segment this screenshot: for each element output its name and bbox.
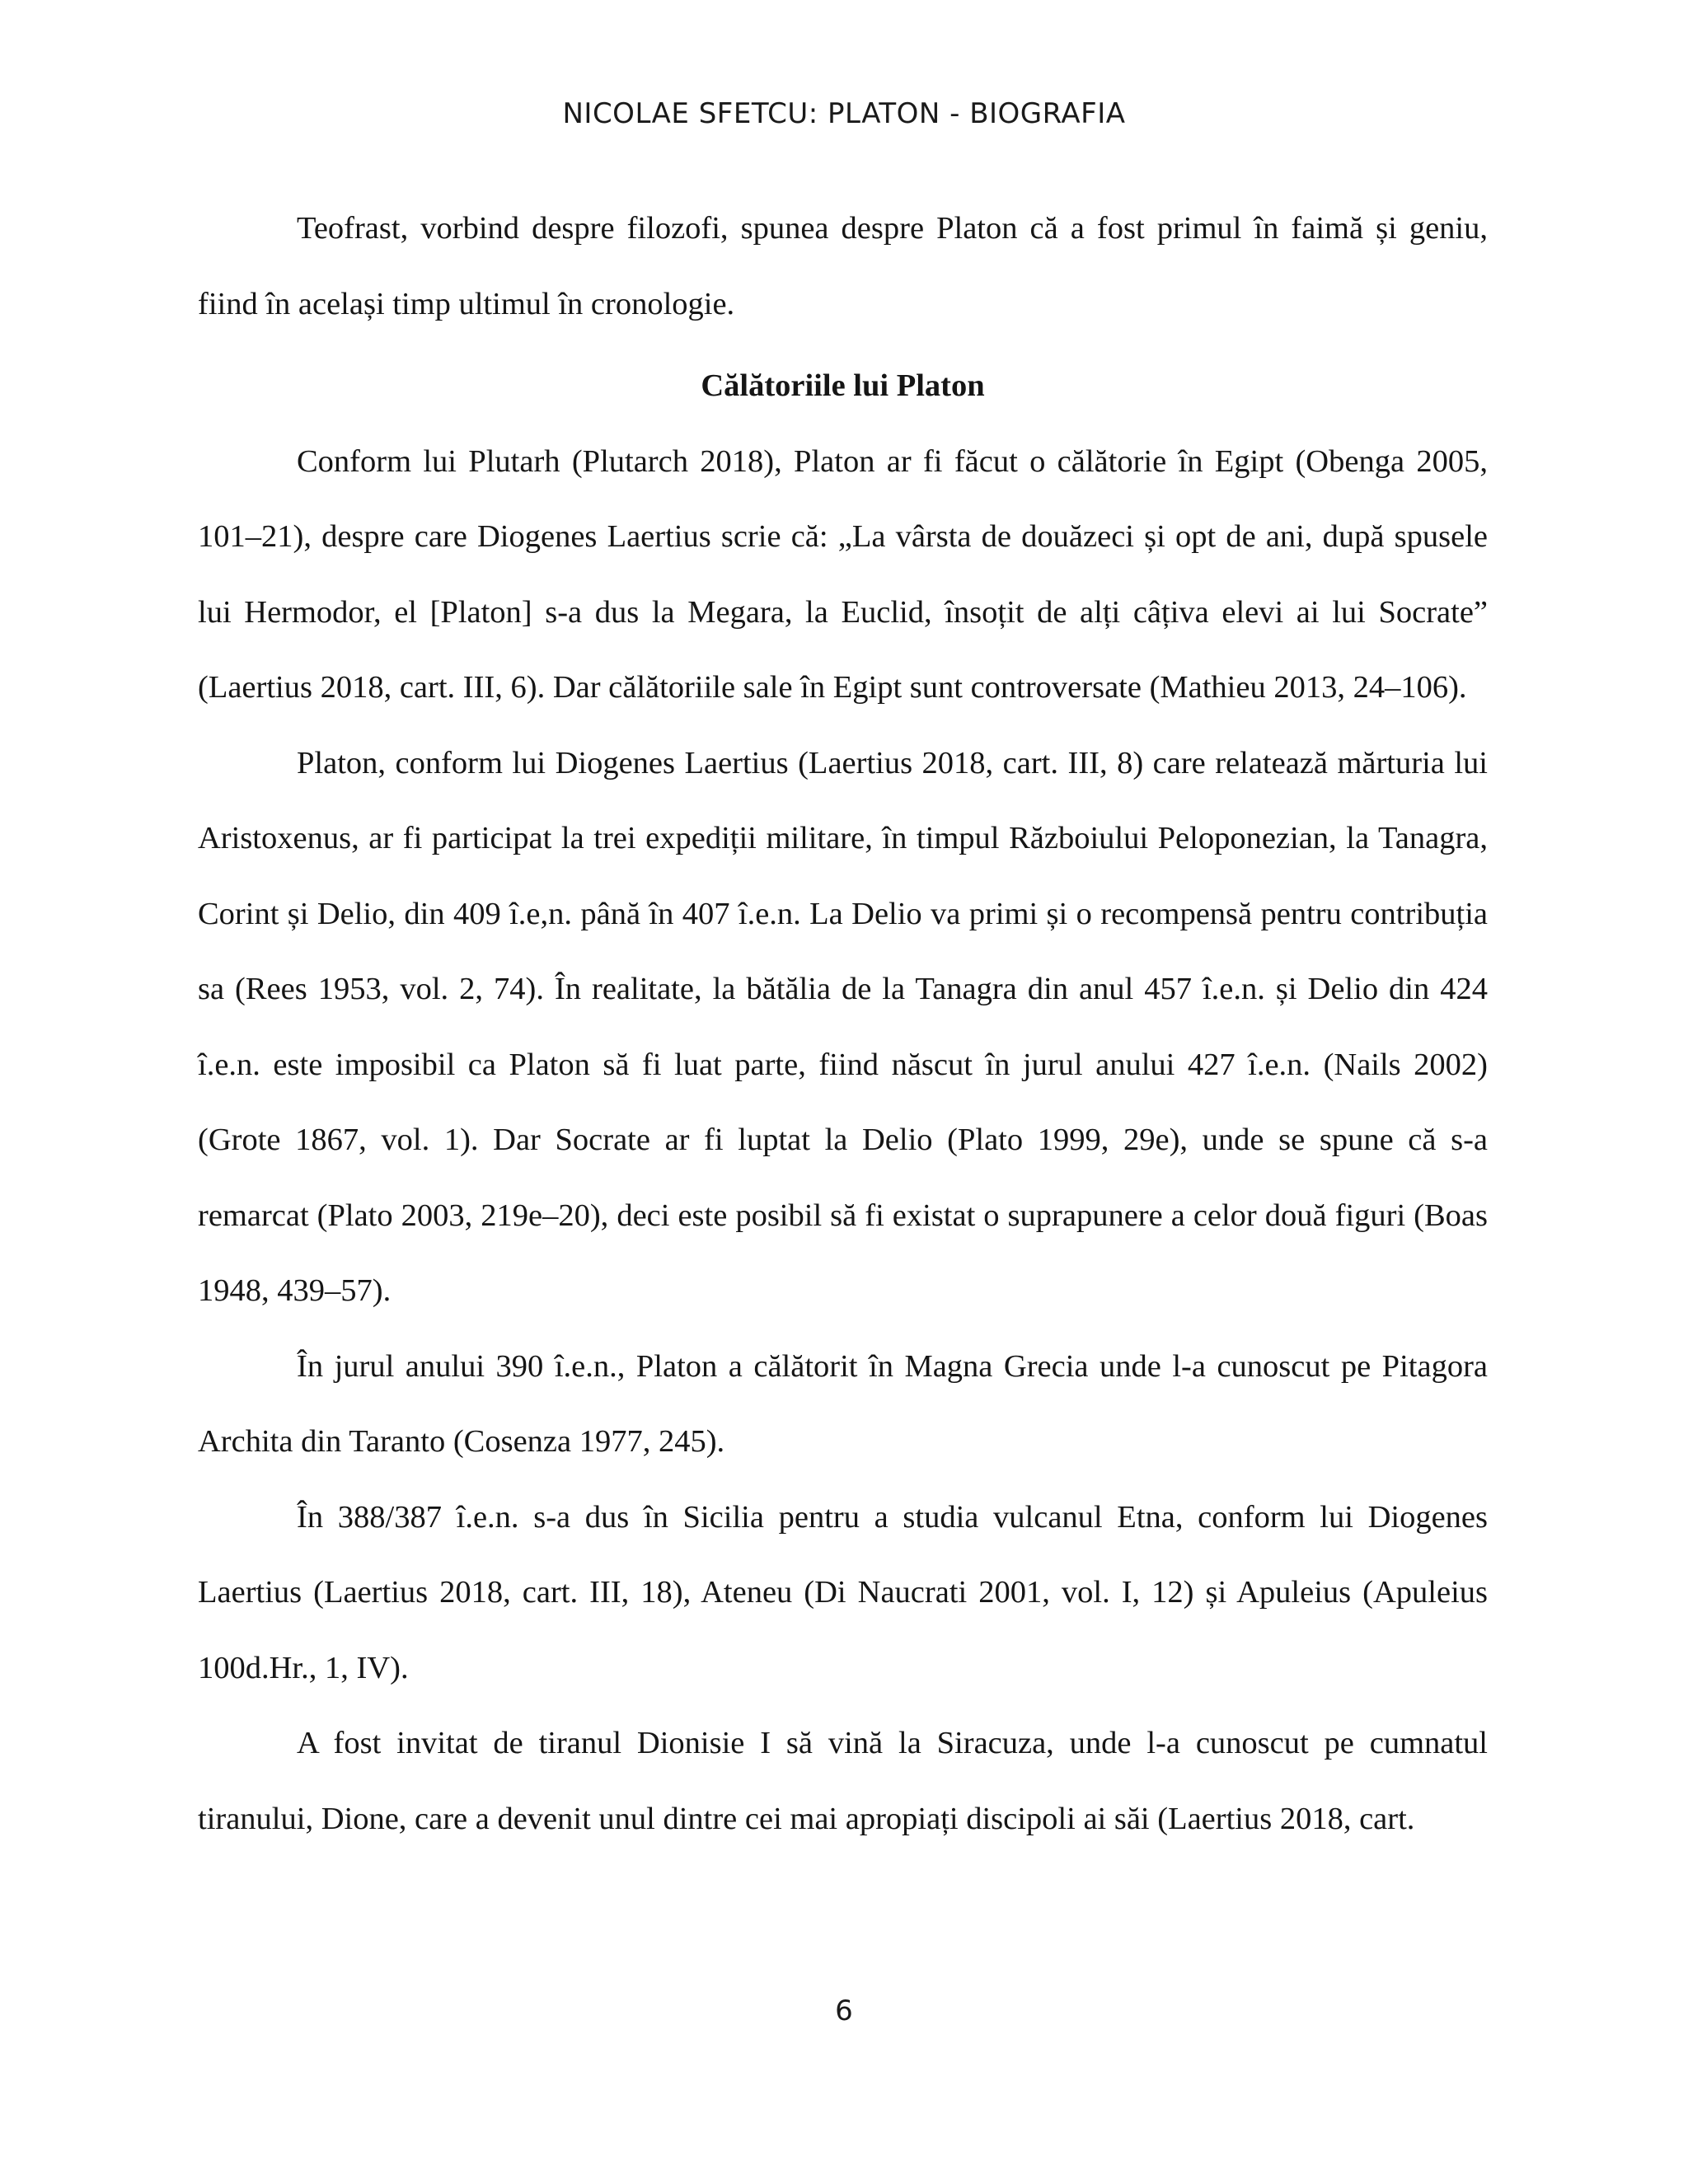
- page-number: 6: [835, 1994, 853, 2027]
- paragraph-teofrast: Teofrast, vorbind despre filozofi, spunea despre Platon că a fost primul în faimă și geniu, fiind în același timp ultimul în cronologie.: [198, 211, 1488, 321]
- body-text: [198, 191, 1488, 1857]
- paragraph-siracuza: A fost invitat de tiranul Dionisie I să vină la Siracuza, unde l-a cunoscut pe cumnatul tiranului, Dione, care a devenit unul dintre cei mai apropiați discipoli ai săi (Laertius 2018, cart.: [198, 1726, 1488, 1836]
- paragraph-expeditii: Platon, conform lui Diogenes Laertius (Laertius 2018, cart. III, 8) care relatează mărturia lui Aristoxenus, ar fi participat la trei expediții militare, în timpul Războiului Peloponezian, la Tanagra, Corint și Delio, din 409 î.e,n. până în 407 î.e.n. La Delio va primi și o recompensă pentru contribuția sa (Rees 1953, vol. 2, 74). În realitate, la bătălia de la Tanagra din anul 457 î.e.n. și Delio din 424 î.e.n. este imposibil ca Platon să fi luat parte, fiind născut în jurul anului 427 î.e.n. (Nails 2002) (Grote 1867, vol. 1). Dar Socrate ar fi luptat la Delio (Plato 1999, 29e), unde se spune că s-a remarcat (Plato 2003, 219e–20), deci este posibil să fi existat o suprapunere a celor două figuri (Boas 1948, 439–57).: [198, 745, 1488, 1308]
- paragraph-sicilia: În 388/387 î.e.n. s-a dus în Sicilia pentru a studia vulcanul Etna, conform lui Diogenes Laertius (Laertius 2018, cart. III, 18), Ateneu (Di Naucrati 2001, vol. I, 12) și Apuleius (Apuleius 100d.Hr., 1, IV).: [198, 1499, 1488, 1685]
- paragraph-plutarh: Conform lui Plutarh (Plutarch 2018), Platon ar fi făcut o călătorie în Egipt (Obenga 2005, 101–21), despre care Diogenes Laertius scrie că: „La vârsta de douăzeci și opt de ani, după spusele lui Hermodor, el [Platon] s-a dus la Megara, la Euclid, însoțit de alți câțiva elevi ai lui Socrate” (Laertius 2018, cart. III, 6). Dar călătoriile sale în Egipt sunt controversate (Mathieu 2013, 24–106).: [198, 443, 1488, 705]
- paragraph-magna-grecia: În jurul anului 390 î.e.n., Platon a călătorit în Magna Grecia unde l-a cunoscut pe Pitagora Archita din Taranto (Cosenza 1977, 245).: [198, 1348, 1488, 1459]
- running-header: NICOLAE SFETCU: PLATON - BIOGRAFIA: [562, 97, 1126, 130]
- section-heading: Călătoriile lui Platon: [701, 368, 985, 403]
